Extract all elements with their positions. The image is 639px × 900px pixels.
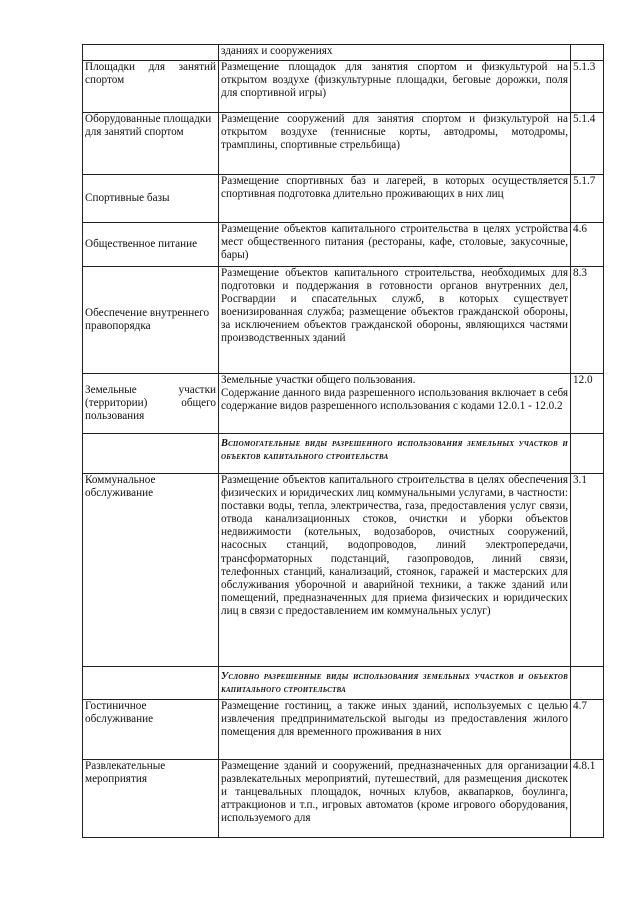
- use-name-cell: [83, 667, 219, 700]
- use-code-cell: 8.3: [571, 267, 604, 374]
- section-header: Вспомогательные виды разрешенного использования земельных участков и объектов капитального строительства: [221, 438, 568, 463]
- use-description-cell: Размещение зданий и сооружений, предназначенных для организации развлекательных мероприятий, путешествий, для размещения дискотек и танцевальных площадок, ночных клубов, аквапарков, боулинга, аттракционов и т.п., игровых автоматов (кроме игрового оборудования, используемого для: [219, 760, 571, 838]
- use-code-cell: 4.6: [571, 223, 604, 267]
- use-name-cell: Площадки для занятий спортом: [83, 61, 219, 113]
- zoning-use-table: [82, 44, 604, 838]
- table-row: [83, 374, 604, 434]
- table-row: [83, 667, 604, 700]
- use-description-cell: Размещение сооружений для занятия спортом и физкультурой на открытом воздухе (теннисные корты, автодромы, мотодромы, трамплины, спортивные стрельбища): [219, 113, 571, 175]
- use-description-cell: Размещение гостиниц, а также иных зданий, используемых с целью извлечения предпринимательской выгоды из предоставления жилого помещения для временного проживания в них: [219, 700, 571, 760]
- use-description-cell: Размещение объектов капитального строительства, необходимых для подготовки и поддержания в готовности органов внутренних дел, Росгвардии и спасательных служб, в которых существует военизированная служба; размещение объектов гражданской обороны, за исключением объектов гражданской обороны, являющихся частями производственных зданий: [219, 267, 571, 374]
- use-name-cell: Оборудованные площадки для занятий спортом: [83, 113, 219, 175]
- use-description-cell: [219, 374, 571, 434]
- section-header-cell: [219, 667, 571, 700]
- use-name-cell: Спортивные базы: [83, 175, 219, 223]
- use-code-cell: 3.1: [571, 474, 604, 667]
- use-name-cell: Гостиничное обслуживание: [83, 700, 219, 760]
- table-row: [83, 760, 604, 838]
- use-description-cell: Размещение объектов капитального строительства в целях обеспечения физических и юридических лиц коммунальными услугами, в частности: поставки воды, тепла, электричества, газа, предоставления услуг связи, отвода канализационных стоков, очистки и уборки объектов недвижимости (котельных, водозаборов, очистных сооружений, насосных станций, водопроводов, линий электропередачи, трансформаторных подстанций, газопроводов, линий связи, телефонных станций, канализаций, стоянок, гаражей и мастерских для обслуживания уборочной и аварийной техники, а также зданий или помещений, предназначенных для приема физических и юридических лиц в связи с предоставлением им коммунальных услуг): [219, 474, 571, 667]
- use-name-cell: Развлекательные мероприятия: [83, 760, 219, 838]
- table-row: [83, 700, 604, 760]
- table-row: [83, 113, 604, 175]
- use-name-cell: [83, 45, 219, 61]
- table-row: [83, 45, 604, 61]
- table-row: [83, 61, 604, 113]
- table-row: [83, 267, 604, 374]
- use-name-cell: Коммунальное обслуживание: [83, 474, 219, 667]
- use-code-cell: [571, 667, 604, 700]
- section-header-cell: [219, 434, 571, 474]
- description-line: Содержание данного вида разрешенного использования включает в себя содержание видов разрешенного использования с кодами 12.0.1 - 12.0.2: [221, 387, 568, 413]
- section-header: Условно разрешенные виды использования земельных участков и объектов капитального строительства: [221, 671, 568, 696]
- use-name-cell: [83, 434, 219, 474]
- table-row: [83, 175, 604, 223]
- table-row: [83, 223, 604, 267]
- use-code-cell: [571, 45, 604, 61]
- use-description-cell: Размещение площадок для занятия спортом и физкультурой на открытом воздухе (физкультурные площадки, беговые дорожки, поля для спортивной игры): [219, 61, 571, 113]
- table-row: [83, 474, 604, 667]
- description-line: Земельные участки общего пользования.: [221, 374, 416, 386]
- use-code-cell: 12.0: [571, 374, 604, 434]
- use-code-cell: 5.1.4: [571, 113, 604, 175]
- use-name-cell: Земельные участки (территории) общего пользования: [83, 374, 219, 434]
- use-code-cell: 5.1.7: [571, 175, 604, 223]
- use-description-cell: Размещение спортивных баз и лагерей, в которых осуществляется спортивная подготовка длительно проживающих в них лиц: [219, 175, 571, 223]
- use-code-cell: 4.8.1: [571, 760, 604, 838]
- use-description-cell: Размещение объектов капитального строительства в целях устройства мест общественного питания (рестораны, кафе, столовые, закусочные, бары): [219, 223, 571, 267]
- use-code-cell: [571, 434, 604, 474]
- table-row: [83, 434, 604, 474]
- use-name-cell: Обеспечение внутреннего правопорядка: [83, 267, 219, 374]
- use-code-cell: 4.7: [571, 700, 604, 760]
- use-description-cell: зданиях и сооружениях: [219, 45, 571, 61]
- use-name-cell: Общественное питание: [83, 223, 219, 267]
- use-code-cell: 5.1.3: [571, 61, 604, 113]
